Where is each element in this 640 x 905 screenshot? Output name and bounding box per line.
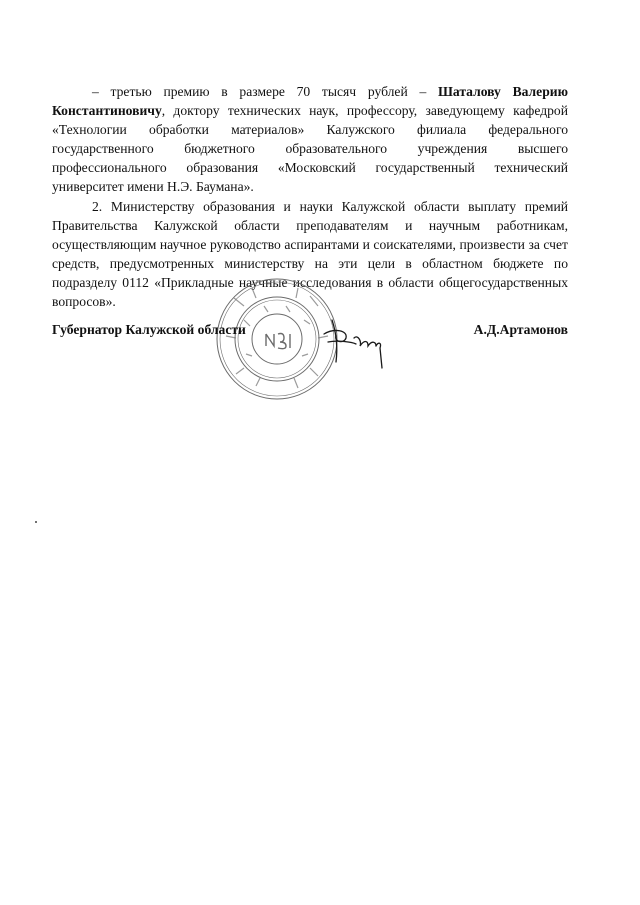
recipient-details: , доктору технических наук, профессору, заведующему кафедрой «Технологии обработки материалов» Калужского филиала федерального государственного бюджетного образовательного учреждения высшего профессионального образования «Московский государственный технический университет имени Н.Э. Баумана». bbox=[52, 102, 568, 194]
scan-speck bbox=[35, 521, 37, 523]
recipient-name: Шаталову Валерию Константиновичу bbox=[52, 83, 568, 118]
signatory-title: Губернатор Калужской области bbox=[52, 322, 246, 337]
ministry-instruction-text: 2. Министерству образования и науки Калужской области выплату премий Правительства Калужской области преподавателям и научным работникам, осуществляющим научное руководство аспирантами и соискателями, произвести за счет средств, предусмотренных министерству на эти цели в областном бюджете по подразделу 0112 «Прикладные научные исследования в области общегосударственных вопросов». bbox=[52, 198, 568, 309]
third-prize-lead: – третью премию в размере 70 тысяч рублей – bbox=[92, 83, 438, 99]
paragraph-third-prize bbox=[52, 82, 568, 196]
signatory-name: А.Д.Артамонов bbox=[473, 322, 568, 337]
handwritten-signature bbox=[318, 312, 398, 376]
